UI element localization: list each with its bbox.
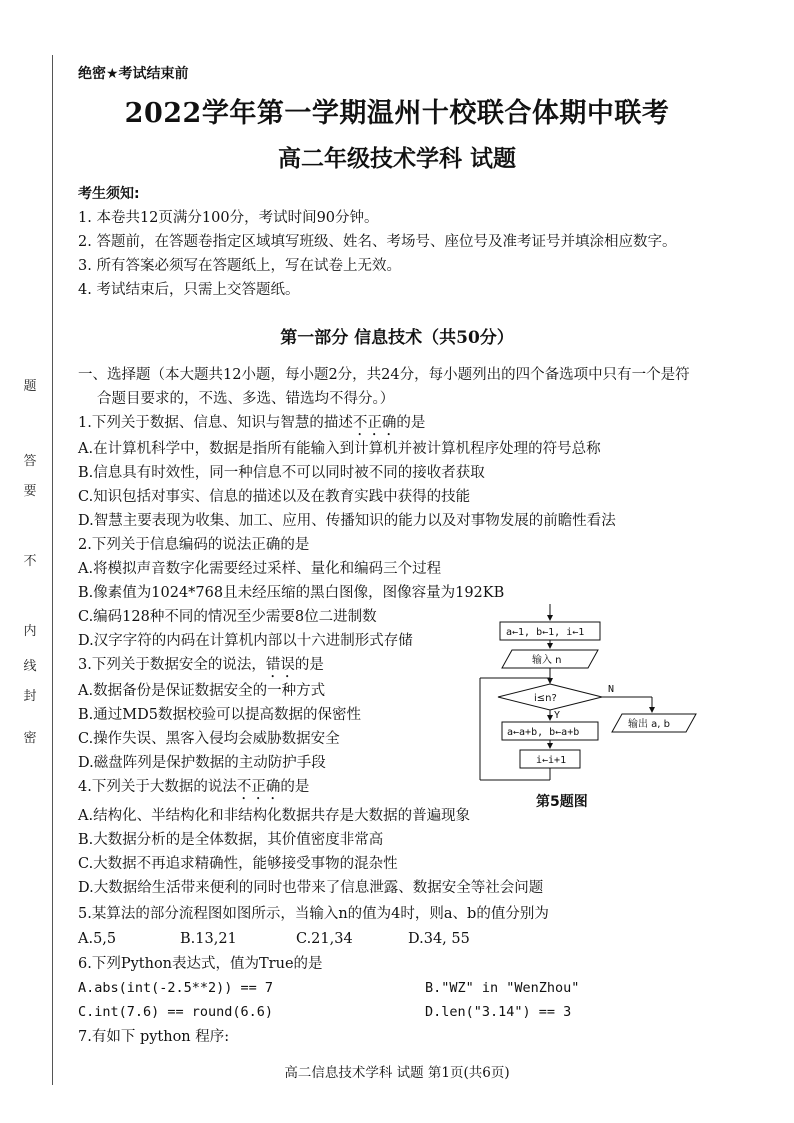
emphasis-text: 不正确: [352, 415, 397, 431]
option: A.结构化、半结构化和非结构化数据共存是大数据的普遍现象: [78, 808, 471, 824]
question-3: 3.下列关于数据安全的说法，错误的是: [78, 657, 324, 673]
option: C.知识包括对事实、信息的描述以及在教育实践中获得的技能: [78, 489, 471, 505]
section-intro: 合题目要求的，不选、多选、错选均不得分。）: [97, 391, 395, 407]
emphasis-text: 错误: [265, 657, 295, 673]
question-4: 4.下列关于大数据的说法不正确的是: [78, 779, 310, 795]
question-5: 5.某算法的部分流程图如图所示，当输入n的值为4时，则a、b的值分别为: [78, 906, 549, 922]
section-intro: 一、选择题（本大题共12小题，每小题2分，共24分，每小题列出的四个备选项中只有一个是符: [78, 367, 690, 383]
option: D.大数据给生活带来便利的同时也带来了信息泄露、数据安全等社会问题: [78, 880, 544, 896]
notice-item: 3. 所有答案必须写在答题纸上，写在试卷上无效。: [78, 258, 401, 274]
seal-char: 内: [23, 624, 37, 639]
question-2: 2.下列关于信息编码的说法正确的是: [78, 537, 310, 553]
option: B."WZ" in "WenZhou": [425, 980, 580, 996]
option: A.5,5: [78, 931, 117, 947]
notice-item: 1. 本卷共12页满分100分，考试时间90分钟。: [78, 210, 379, 226]
question-6: 6.下列Python表达式，值为True的是: [78, 956, 323, 972]
option: C.大数据不再追求精确性，能够接受事物的混杂性: [78, 856, 398, 872]
option: B.信息具有时效性，同一种信息不可以同时被不同的接收者获取: [78, 465, 485, 481]
option: D.汉字字符的内码在计算机内部以十六进制形式存储: [78, 633, 413, 649]
flow-output-text: 输出 a, b: [628, 719, 671, 730]
option: C.操作失误、黑客入侵均会威胁数据安全: [78, 731, 340, 747]
part-title: 第一部分 信息技术（共50分）: [280, 328, 514, 348]
option: D.34, 55: [408, 931, 470, 947]
option: D.智慧主要表现为收集、加工、应用、传播知识的能力以及对事物发展的前瞻性看法: [78, 513, 616, 529]
option: C.21,34: [296, 931, 353, 947]
figure-caption: 第5题图: [536, 794, 588, 810]
notice-item: 4. 考试结束后，只需上交答题纸。: [78, 282, 300, 298]
option: D.磁盘阵列是保护数据的主动防护手段: [78, 755, 326, 771]
option: D.len("3.14") == 3: [425, 1004, 572, 1020]
seal-char: 题: [23, 379, 37, 394]
flow-input-text: 输入 n: [532, 655, 562, 666]
option: B.通过MD5数据校验可以提高数据的保密性: [78, 707, 361, 723]
flow-yes-label: Y: [554, 710, 561, 721]
option: B.像素值为1024*768且未经压缩的黑白图像，图像容量为192KB: [78, 585, 505, 601]
flow-init-text: a←1, b←1, i←1: [506, 627, 585, 638]
option: A.数据备份是保证数据安全的一种方式: [78, 683, 326, 699]
option: B.大数据分析的是全体数据，其价值密度非常高: [78, 832, 384, 848]
flowchart: [470, 592, 700, 792]
question-1: 1.下列关于数据、信息、知识与智慧的描述不正确的是: [78, 415, 426, 431]
page-footer: 高二信息技术学科 试题 第1页(共6页): [284, 1065, 510, 1081]
seal-char: 答: [23, 454, 37, 469]
seal-char: 线: [23, 659, 37, 674]
seal-char: 不: [23, 554, 37, 569]
option: A.abs(int(-2.5**2)) == 7: [78, 980, 274, 996]
flow-increment-text: i←i+1: [536, 755, 567, 766]
binding-line: [52, 55, 53, 1085]
option: C.编码128种不同的情况至少需要8位二进制数: [78, 609, 377, 625]
flow-no-label: N: [608, 684, 615, 695]
exam-title: 2022学年第一学期温州十校联合体期中联考: [124, 98, 670, 129]
option: A.将模拟声音数字化需要经过采样、量化和编码三个过程: [78, 561, 442, 577]
flow-process-text: a←a+b, b←a+b: [507, 727, 580, 738]
exam-subtitle: 高二年级技术学科 试题: [277, 145, 516, 172]
emphasis-text: 不正确: [236, 779, 281, 795]
flow-decision-text: i≤n?: [534, 693, 557, 704]
option: B.13,21: [180, 931, 237, 947]
option: C.int(7.6) == round(6.6): [78, 1004, 274, 1020]
seal-char: 密: [23, 731, 37, 746]
option: A.在计算机科学中，数据是指所有能输入到计算机并被计算机程序处理的符号总称: [78, 441, 601, 457]
confidential-mark: 绝密★考试结束前: [78, 66, 189, 82]
notice-item: 2. 答题前，在答题卷指定区域填写班级、姓名、考场号、座位号及准考证号并填涂相应数字。: [78, 234, 677, 250]
question-7: 7.有如下 python 程序:: [78, 1029, 230, 1045]
notice-heading: 考生须知:: [78, 186, 140, 202]
seal-char: 封: [23, 689, 37, 704]
seal-char: 要: [23, 484, 37, 499]
